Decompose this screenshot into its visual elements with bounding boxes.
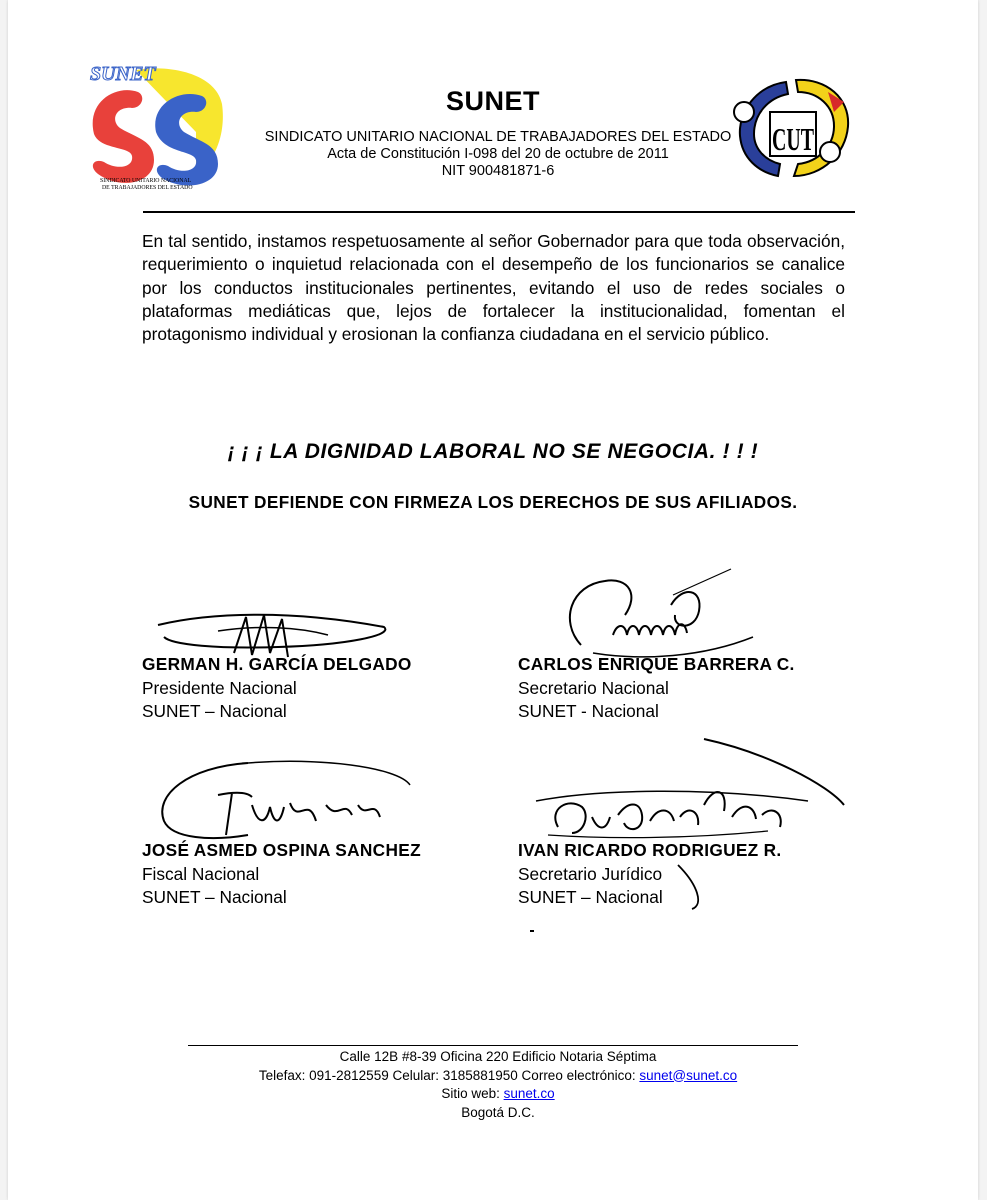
- email-link[interactable]: sunet@sunet.co: [639, 1067, 738, 1083]
- footer-web-label: Sitio web:: [441, 1086, 504, 1101]
- signatory-name: GERMAN H. GARCÍA DELGADO: [142, 654, 412, 674]
- footer-contact-text: Telefax: 091-2812559 Celular: 3185881950 Correo electrónico:: [258, 1067, 640, 1083]
- footer-address: Calle 12B #8-39 Oficina 220 Edificio Notaria Séptima: [339, 1049, 657, 1064]
- footer-divider: [188, 1045, 798, 1046]
- sunet-statement: SUNET DEFIENDE CON FIRMEZA LOS DERECHOS DE SUS AFILIADOS.: [188, 492, 798, 512]
- logo-left-caption-2: DE TRABAJADORES DEL ESTADO: [102, 185, 193, 191]
- letterhead-subtitle: [128, 129, 868, 180]
- logo-left-caption-1: SINDICATO UNITARIO NACIONAL: [100, 178, 192, 184]
- logo-left-text: SUNET: [90, 63, 156, 85]
- footer-city: Bogotá D.C.: [461, 1104, 535, 1120]
- signatory-role: Fiscal Nacional: [142, 863, 260, 884]
- signatory-name: JOSÉ ASMED OSPINA SANCHEZ: [142, 840, 421, 860]
- signatory-org: SUNET – Nacional: [518, 887, 663, 907]
- page-title: SUNET: [445, 86, 540, 116]
- signatory-org: SUNET – Nacional: [142, 701, 287, 721]
- union-full-name: SINDICATO UNITARIO NACIONAL DE TRABAJADORES DEL ESTADO: [264, 129, 732, 145]
- signatory-block: [518, 653, 795, 724]
- signatory-role: Secretario Nacional: [518, 677, 669, 698]
- signatory-block: [142, 839, 421, 910]
- document-page: [8, 0, 978, 1200]
- nit-number: NIT 900481871-6: [441, 163, 555, 179]
- footer-contact: [128, 1067, 868, 1086]
- signatory-org: SUNET – Nacional: [142, 887, 287, 907]
- footer: [128, 1048, 868, 1122]
- signatory-role: Presidente Nacional: [142, 677, 297, 698]
- slogan: ¡ ¡ ¡ LA DIGNIDAD LABORAL NO SE NEGOCIA. ! ! !: [227, 440, 759, 463]
- header-divider: [143, 211, 855, 213]
- signatory-org: SUNET - Nacional: [518, 701, 659, 721]
- signatory-block: [142, 653, 412, 724]
- logo-right-text: CUT: [772, 121, 814, 157]
- constitution-act: Acta de Constitución I-098 del 20 de octubre de 2011: [327, 146, 669, 162]
- website-link[interactable]: sunet.co: [503, 1086, 555, 1101]
- body-paragraph: En tal sentido, instamos respetuosamente al señor Gobernador para que toda observación, requerimiento o inquietud relacionada con el desempeño de los funcionarios se canalice por los conductos institucionales pertinentes, evitando el uso de redes sociales o plataformas mediáticas que, lejos de fortalecer la institucionalidad, fomentan el protagonismo individual y erosionan la confianza ciudadana en el servicio público.: [142, 231, 845, 345]
- signature-jose-ospina: [148, 755, 418, 850]
- footer-web: [128, 1085, 868, 1104]
- signatory-name: CARLOS ENRIQUE BARRERA C.: [518, 654, 795, 674]
- signatory-name: IVAN RICARDO RODRIGUEZ R.: [518, 840, 782, 860]
- signatory-block: [518, 839, 782, 910]
- signatory-role: Secretario Jurídico: [518, 863, 663, 884]
